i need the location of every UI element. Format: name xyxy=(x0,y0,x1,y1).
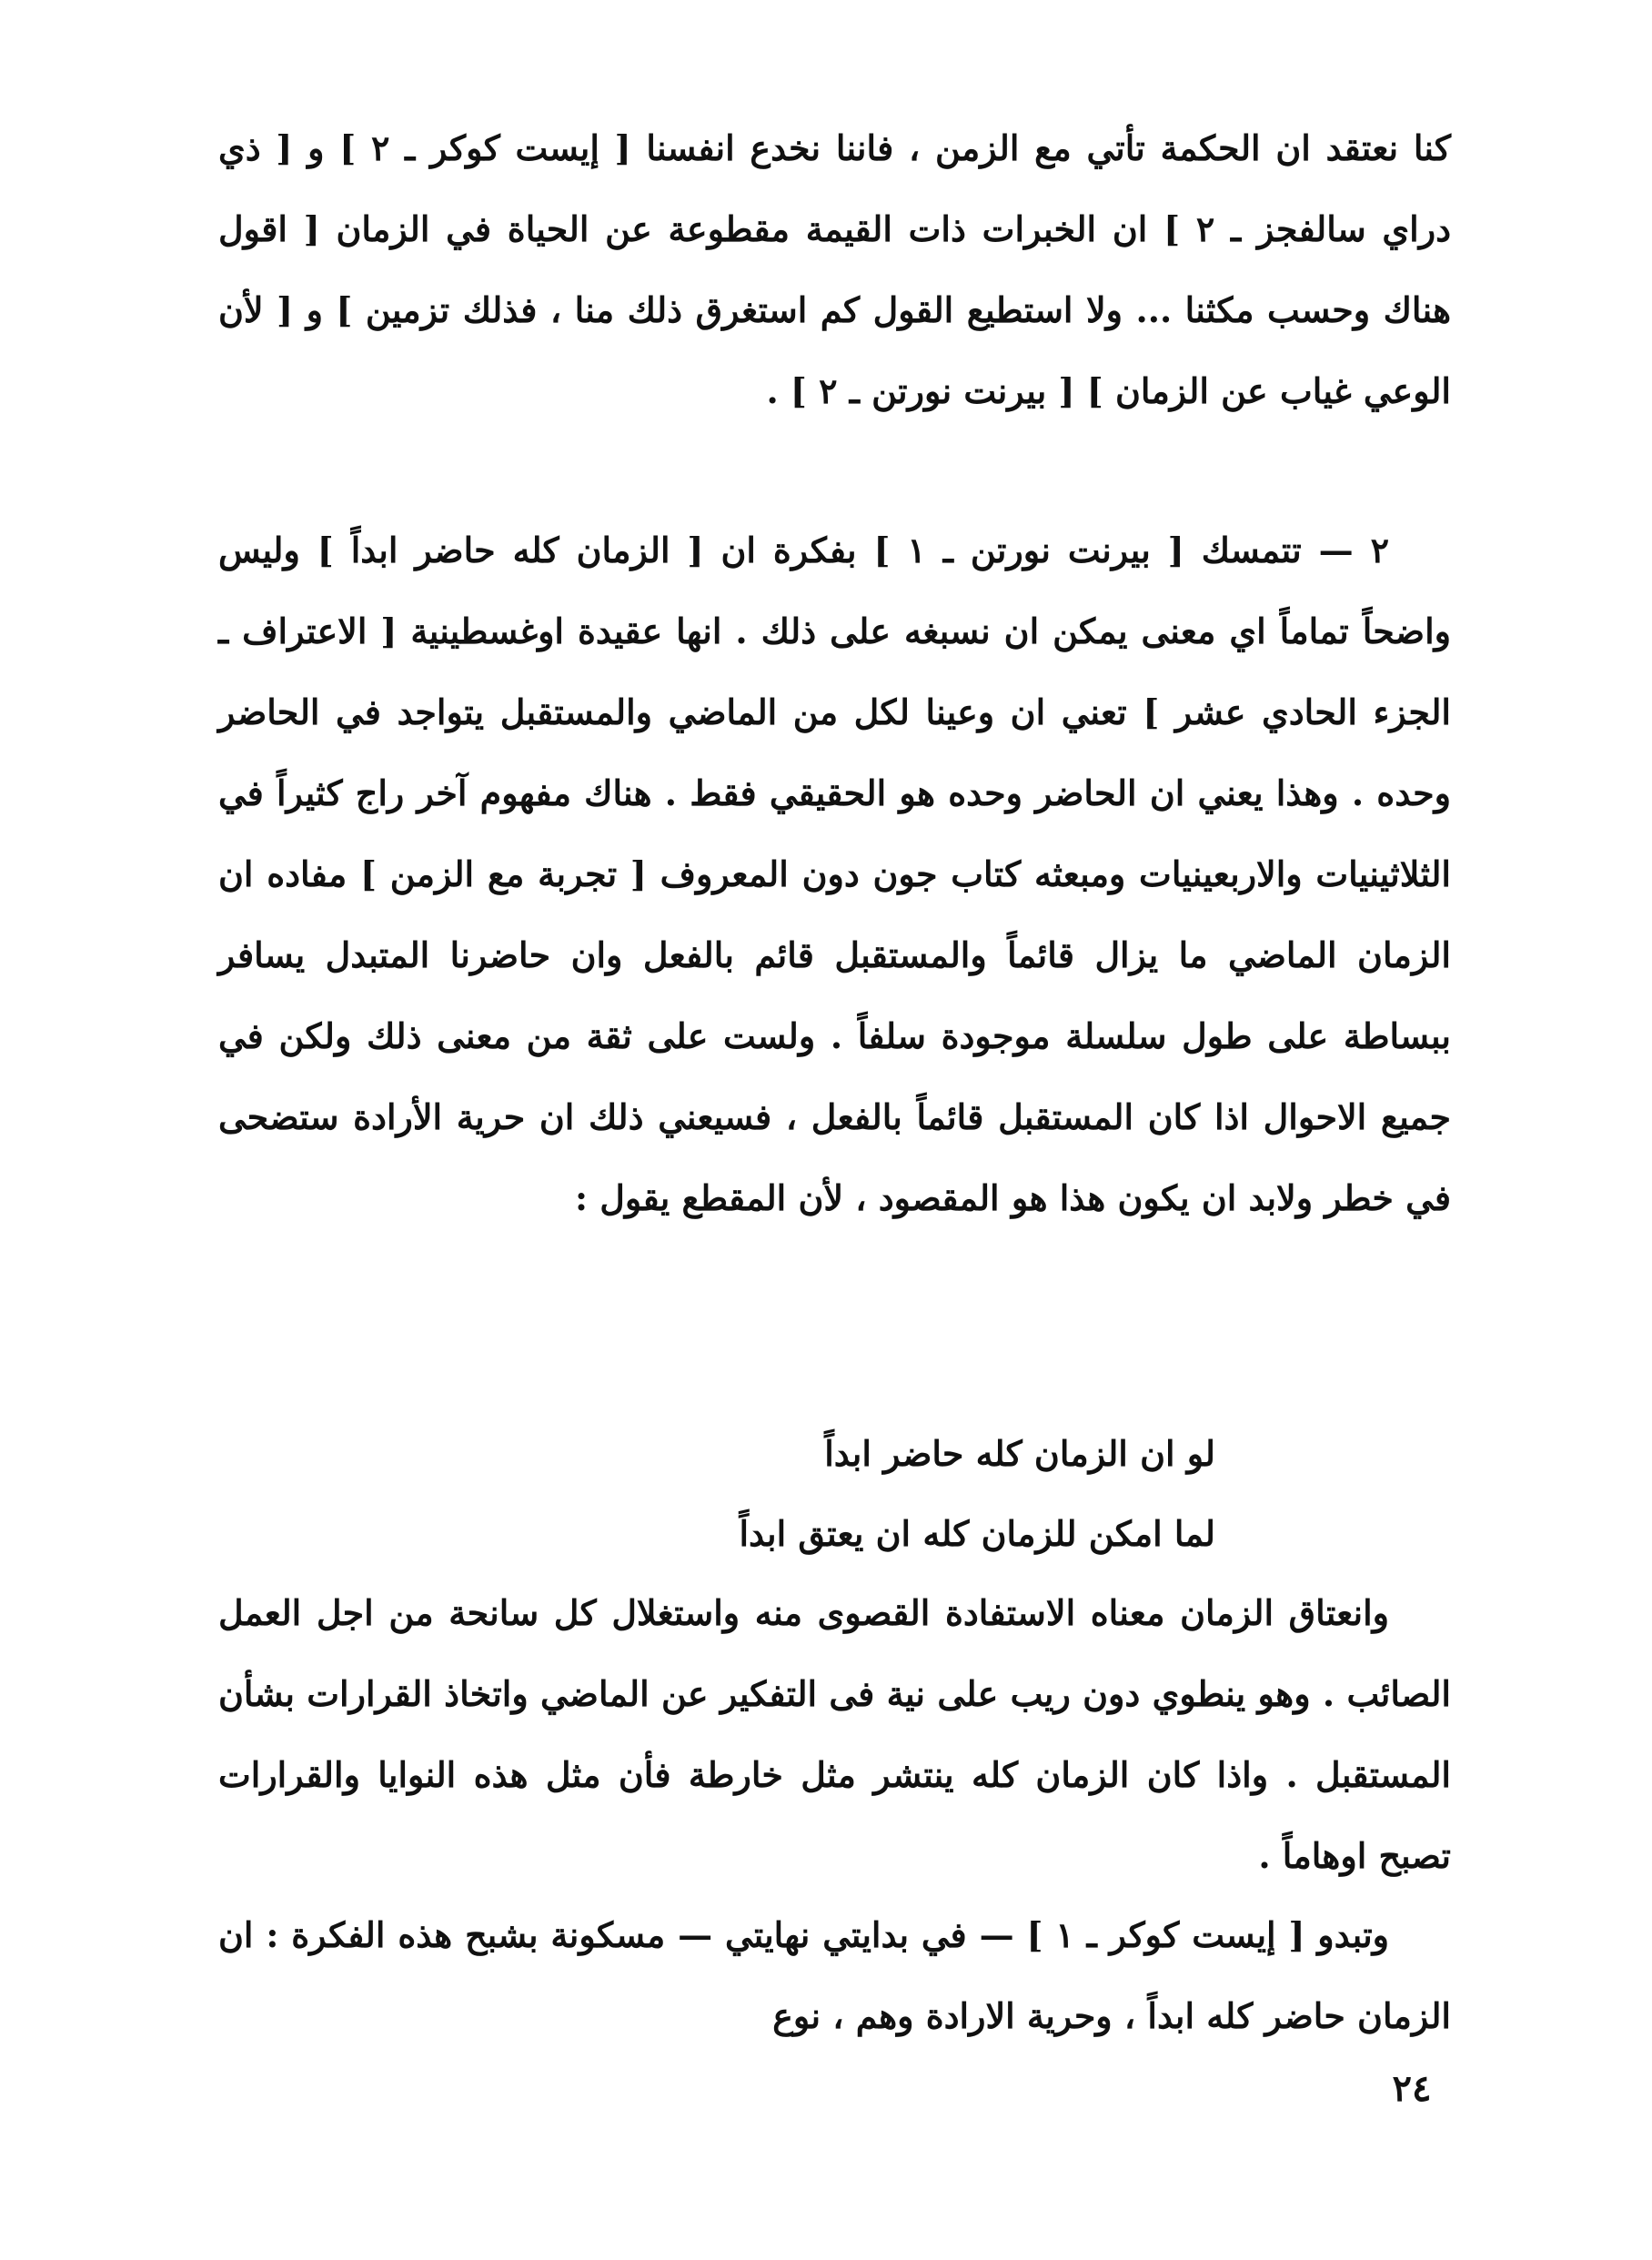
verse-quotation xyxy=(624,1414,1215,1574)
paragraph-2-text: ٢ — تتمسك [ بيرنت نورتن ـ ١ ] بفكرة ان [ الزمان كله حاضر ابداً ] وليس واضحاً تماماً اي معنى يمكن ان نسبغه على ذلك . انها عقيدة اوغسطينية [ الاعتراف ـ الجزء الحادي عشر ] تعني ان وعينا لكل من الماضي والمستقبل يتواجد في الحاضر وحده . وهذا يعني ان الحاضر وحده هو الحقيقي فقط . هناك مفهوم آخر راج كثيراً في الثلاثينيات والاربعينيات ومبعثه كتاب جون دون المعروف [ تجربة مع الزمن ] مفاده ان الزمان الماضي ما يزال قائماً والمستقبل قائم بالفعل وان حاضرنا المتبدل يسافر ببساطة على طول سلسلة موجودة سلفاً . ولست على ثقة من معنى ذلك ولكن في جميع الاحوال اذا كان المستقبل قائماً بالفعل ، فسيعني ذلك ان حرية الأرادة ستضحى في خطر ولابد ان يكون هذا هو المقصود ، لأن المقطع يقول : xyxy=(218,530,1451,1218)
paragraph-east-coker xyxy=(218,1894,1451,2056)
verse-line-1: لو ان الزمان كله حاضر ابداً xyxy=(824,1433,1215,1474)
paragraph-1-text: كنا نعتقد ان الحكمة تأتي مع الزمن ، فاننا نخدع انفسنا [ إيست كوكر ـ ٢ ] و [ ذي دراي سالفجز ـ ٢ ] ان الخبرات ذات القيمة مقطوعة عن الحياة في الزمان [ اقول هناك وحسب مكثنا ... ولا استطيع القول كم استغرق ذلك منا ، فذلك تزمين ] و [ لأن الوعي غياب عن الزمان ] [ بيرنت نورتن ـ ٢ ] . xyxy=(218,127,1451,411)
paragraph-augustinian-doctrine xyxy=(218,510,1451,1238)
paragraph-liberation-of-time xyxy=(218,1572,1451,1896)
verse-line-2: لما امكن للزمان كله ان يعتق ابداً xyxy=(739,1513,1215,1554)
page-number: ٢٤ xyxy=(1392,2067,1432,2110)
paragraph-3-text: وانعتاق الزمان معناه الاستفادة القصوى منه واستغلال كل سانحة من اجل العمل الصائب . وهو ينطوي دون ريب على نية فى التفكير عن الماضي واتخاذ القرارات بشأن المستقبل . واذا كان الزمان كله ينتشر مثل خارطة فأن مثل هذه النوايا والقرارات تصبح اوهاماً . xyxy=(218,1592,1451,1876)
paragraph-wisdom-and-time xyxy=(218,107,1451,431)
paragraph-4-text: وتبدو [ إيست كوكر ـ ١ ] — في بدايتي نهايتي — مسكونة بشبح هذه الفكرة : ان الزمان حاضر كله ابداً ، وحرية الارادة وهم ، نوع xyxy=(218,1914,1451,2036)
